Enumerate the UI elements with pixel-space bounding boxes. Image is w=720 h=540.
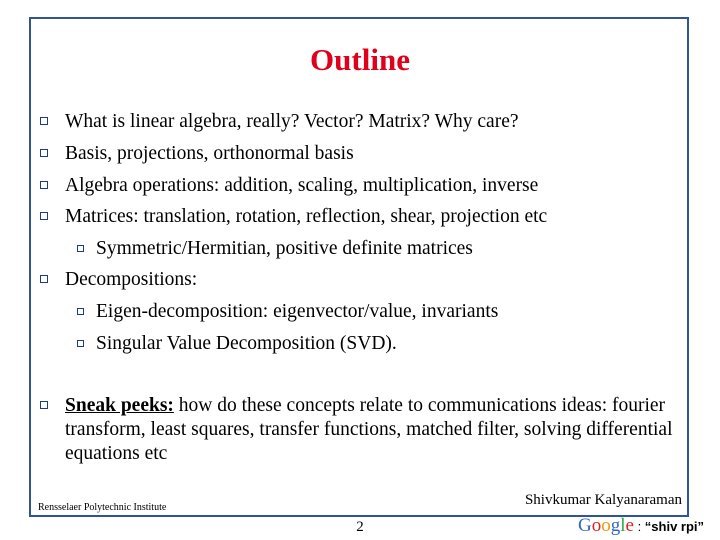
bullet-square-icon — [40, 181, 48, 189]
footer-institution: Rensselaer Polytechnic Institute — [38, 502, 167, 513]
bullet-square-icon — [40, 401, 48, 409]
footer-author: Shivkumar Kalyanaraman — [524, 492, 682, 508]
bullet-square-icon — [77, 340, 84, 347]
bullet-square-icon — [40, 149, 48, 157]
sneak-peek-body: how do these concepts relate to communications ideas: fourier transform, least squares, transfer functions, matched filter, solving differential equations etc — [65, 395, 673, 464]
google-logo: Google — [578, 515, 634, 536]
page-number: 2 — [356, 519, 364, 535]
bullet-square-icon — [77, 308, 84, 315]
sneak-peek-text — [65, 394, 675, 466]
bullet-square-icon — [77, 245, 84, 252]
google-watermark — [578, 515, 704, 537]
sneak-peek-label: Sneak peeks: — [65, 395, 174, 416]
watermark-query: “shiv rpi” — [644, 519, 705, 534]
bullet-square-icon — [40, 117, 48, 125]
bullet-square-icon — [40, 275, 48, 283]
slide-title: Outline — [310, 42, 410, 77]
watermark-separator: : — [633, 519, 645, 534]
bullet-square-icon — [40, 212, 48, 220]
